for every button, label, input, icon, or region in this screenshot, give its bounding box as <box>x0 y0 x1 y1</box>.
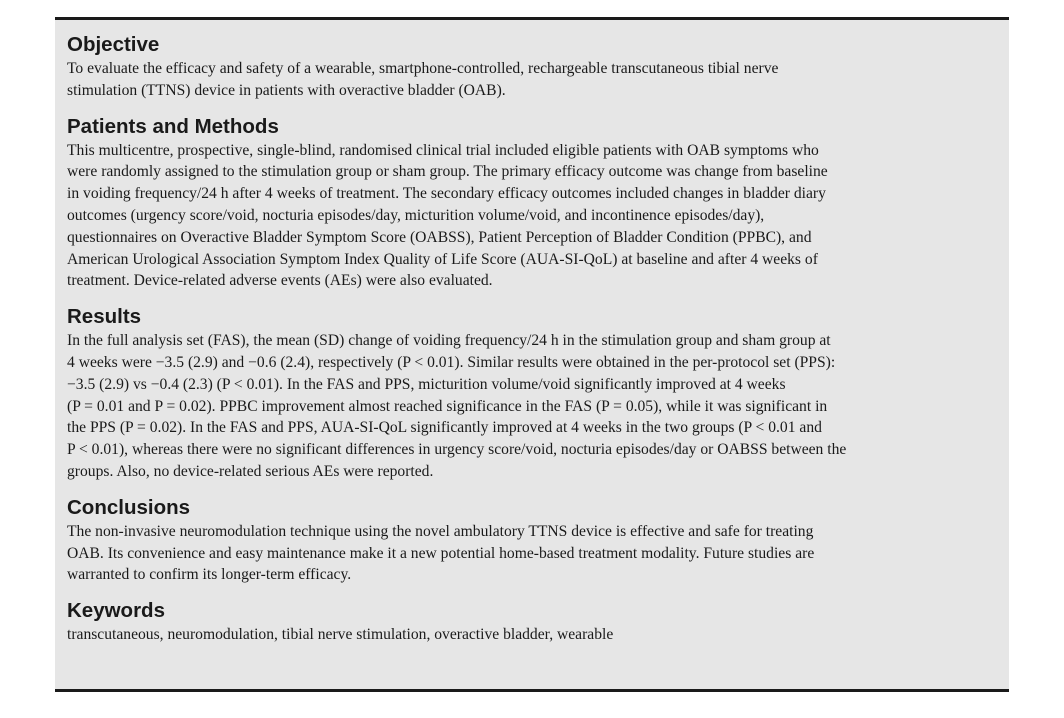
section-body <box>67 330 997 483</box>
section-results <box>67 304 997 483</box>
body-line: transcutaneous, neuromodulation, tibial nerve stimulation, overactive bladder, wearable <box>67 626 614 644</box>
body-line: In the full analysis set (FAS), the mean (SD) change of voiding frequency/24 h in the stimulation group and sham group at <box>67 332 831 350</box>
body-line: American Urological Association Symptom Index Quality of Life Score (AUA-SI-QoL) at baseline and after 4 weeks of <box>67 250 818 268</box>
body-line: outcomes (urgency score/void, nocturia episodes/day, micturition volume/void, and incontinence episodes/day), <box>67 206 765 224</box>
section-body <box>67 140 997 293</box>
body-line: questionnaires on Overactive Bladder Symptom Score (OABSS), Patient Perception of Bladder Condition (PPBC), and <box>67 228 812 246</box>
body-line: −3.5 (2.9) vs −0.4 (2.3) (P < 0.01). In the FAS and PPS, micturition volume/void significantly improved at 4 weeks <box>67 375 786 393</box>
body-line: OAB. Its convenience and easy maintenance make it a new potential home-based treatment modality. Future studies are <box>67 544 815 562</box>
section-heading: Keywords <box>67 599 165 623</box>
body-line: P < 0.01), whereas there were no significant differences in urgency score/void, nocturia episodes/day or OABSS between the <box>67 441 847 459</box>
section-patients-and-methods <box>67 114 997 293</box>
section-conclusions <box>67 495 997 586</box>
body-line: stimulation (TTNS) device in patients with overactive bladder (OAB). <box>67 81 506 99</box>
body-line: groups. Also, no device-related serious AEs were reported. <box>67 462 434 480</box>
abstract-box <box>55 17 1009 692</box>
body-line: in voiding frequency/24 h after 4 weeks of treatment. The secondary efficacy outcomes included changes in bladder diary <box>67 185 826 203</box>
body-line: the PPS (P = 0.02). In the FAS and PPS, AUA-SI-QoL significantly improved at 4 weeks in the two groups (P < 0.01 and <box>67 419 822 437</box>
section-body <box>67 58 997 102</box>
section-keywords <box>67 598 997 646</box>
body-line: This multicentre, prospective, single-blind, randomised clinical trial included eligible patients with OAB symptoms who <box>67 141 819 159</box>
section-objective <box>67 32 997 102</box>
body-line: warranted to confirm its longer-term efficacy. <box>67 566 352 584</box>
body-line: (P = 0.01 and P = 0.02). PPBC improvement almost reached significance in the FAS (P = 0.05), while it was significant in <box>67 397 828 415</box>
section-heading: Conclusions <box>67 495 191 519</box>
body-line: To evaluate the efficacy and safety of a wearable, smartphone-controlled, rechargeable transcutaneous tibial nerve <box>67 60 779 77</box>
body-line: 4 weeks were −3.5 (2.9) and −0.6 (2.4), respectively (P < 0.01). Similar results were obtained in the per-protocol set (PPS): <box>67 353 836 371</box>
body-line: were randomly assigned to the stimulation group or sham group. The primary efficacy outcome was change from baseline <box>67 163 828 181</box>
section-body <box>67 521 997 586</box>
section-heading: Objective <box>67 33 160 56</box>
body-line: treatment. Device-related adverse events (AEs) were also evaluated. <box>67 272 493 290</box>
section-heading: Results <box>67 305 142 329</box>
section-body <box>67 624 997 646</box>
section-heading: Patients and Methods <box>67 114 279 138</box>
body-line: The non-invasive neuromodulation technique using the novel ambulatory TTNS device is effective and safe for treating <box>67 522 814 540</box>
